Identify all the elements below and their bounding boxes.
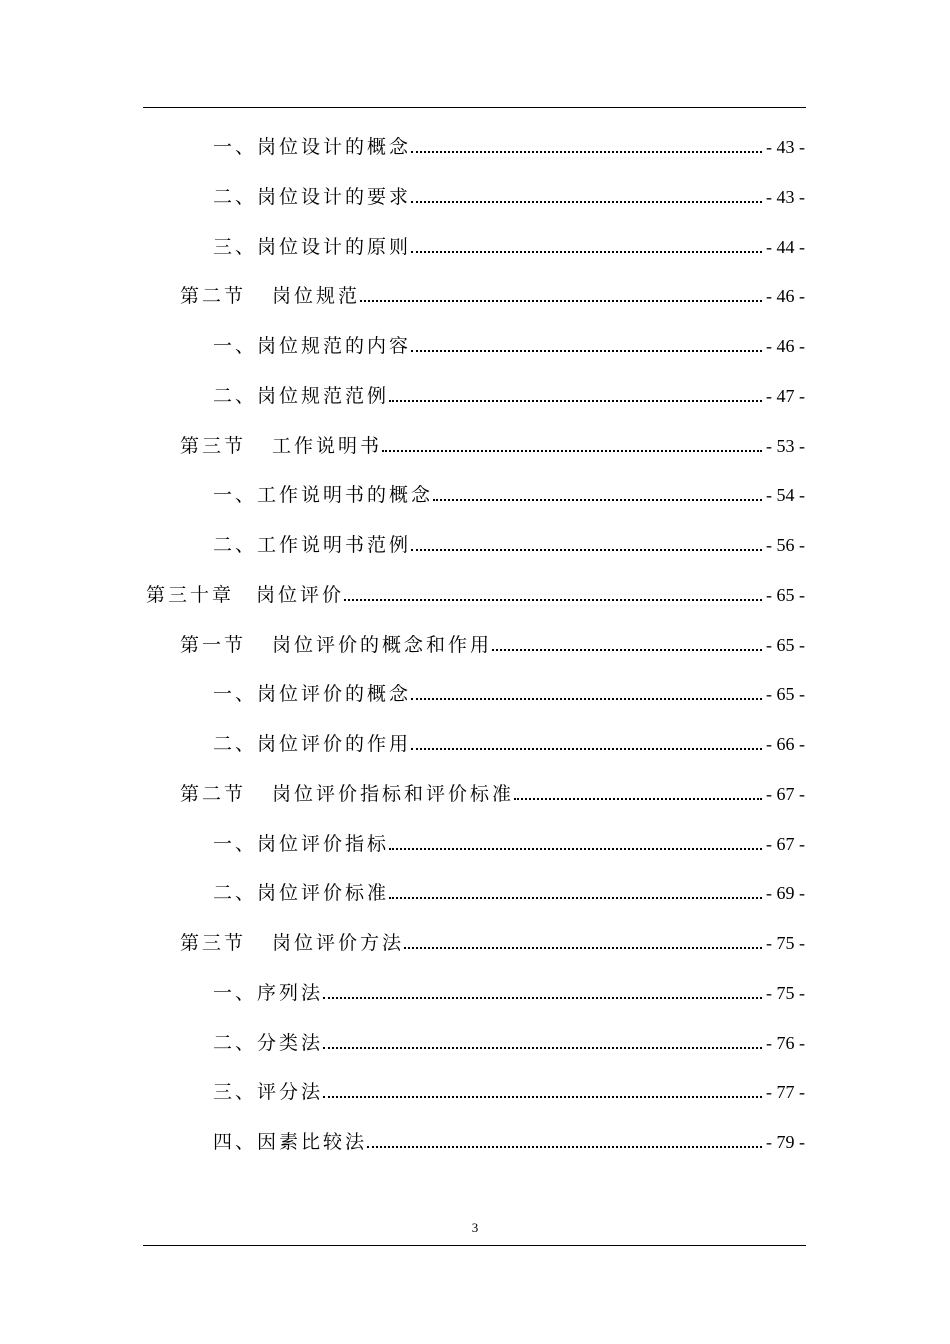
- toc-entry-title: 岗位评价: [256, 583, 345, 606]
- toc-entry-title: 工作说明书: [272, 434, 383, 457]
- toc-entry-number: 一、: [213, 832, 258, 855]
- toc-dot-leader: [411, 350, 762, 352]
- toc-entry-title: 评分法: [257, 1081, 324, 1104]
- toc-entry-title: 因素比较法: [257, 1131, 368, 1153]
- toc-entry-page: - 69 -: [766, 883, 805, 904]
- toc-entry-page: - 56 -: [766, 535, 805, 555]
- toc-entry-page: - 67 -: [766, 783, 805, 804]
- toc-entry[interactable]: [213, 172, 805, 222]
- toc-dot-leader: [389, 848, 762, 850]
- toc-entry[interactable]: [213, 122, 805, 172]
- toc-entry-number: 二、: [213, 384, 258, 407]
- toc-entry-title: 岗位设计的要求: [257, 185, 412, 208]
- toc-dot-leader: [433, 499, 762, 501]
- toc-entry-title: 岗位评价标准: [257, 882, 390, 905]
- toc-entry-page: - 75 -: [766, 982, 805, 1003]
- toc-entry-page: - 79 -: [766, 1132, 805, 1152]
- toc-entry[interactable]: [180, 421, 805, 471]
- toc-entry-number: 三、: [213, 235, 258, 258]
- toc-dot-leader: [411, 201, 762, 203]
- toc-entry[interactable]: [213, 968, 805, 1018]
- toc-entry-page: - 65 -: [766, 634, 805, 655]
- toc-dot-leader: [323, 1047, 762, 1049]
- toc-entry-number: 四、: [213, 1131, 258, 1153]
- toc-entry-page: - 65 -: [766, 584, 805, 605]
- toc-dot-leader: [323, 1096, 762, 1098]
- toc-entry-number: 一、: [213, 981, 258, 1004]
- toc-entry-number: 二、: [213, 534, 258, 556]
- toc-entry-title: 序列法: [257, 981, 324, 1004]
- toc-entry[interactable]: [213, 470, 805, 520]
- toc-entry[interactable]: [146, 570, 805, 620]
- toc-entry-number: 第二节: [180, 285, 247, 308]
- toc-entry-number: 二、: [213, 733, 258, 755]
- toc-entry-number: 二、: [213, 882, 258, 905]
- toc-entry-number: 第二节: [180, 782, 247, 805]
- toc-dot-leader: [411, 748, 762, 750]
- toc-entry[interactable]: [180, 620, 805, 670]
- toc-entry-page: - 66 -: [766, 734, 805, 754]
- header-rule: [143, 107, 806, 108]
- toc-entry-title: 岗位设计的概念: [257, 136, 412, 158]
- toc-entry[interactable]: [213, 222, 805, 272]
- toc-entry[interactable]: [213, 1018, 805, 1068]
- toc-entry[interactable]: [180, 769, 805, 819]
- toc-entry-page: - 53 -: [766, 435, 805, 456]
- toc-entry-number: 一、: [213, 683, 258, 706]
- toc-entry-title: 岗位评价指标和评价标准: [272, 782, 515, 805]
- toc-dot-leader: [323, 997, 762, 999]
- toc-entry-title: 分类法: [257, 1031, 324, 1054]
- page-number: 3: [471, 1220, 479, 1235]
- toc-entry-title: 工作说明书的概念: [257, 484, 434, 507]
- toc-entry[interactable]: [213, 321, 805, 371]
- toc-entry-page: - 75 -: [766, 933, 805, 953]
- toc-entry[interactable]: [213, 719, 805, 769]
- toc-entry-title: 岗位规范: [272, 285, 361, 308]
- toc-dot-leader: [382, 450, 762, 452]
- toc-entry[interactable]: [213, 1117, 805, 1167]
- toc-entry-number: 一、: [213, 136, 258, 158]
- toc-entry-page: - 76 -: [766, 1032, 805, 1053]
- toc-entry[interactable]: [180, 918, 805, 968]
- toc-entry-title: 岗位评价的概念: [257, 683, 412, 706]
- toc-entry-number: 二、: [213, 185, 258, 208]
- toc-entry-number: 第三十章: [146, 583, 235, 606]
- toc-entry-page: - 43 -: [766, 186, 805, 207]
- toc-entry-number: 二、: [213, 1031, 258, 1054]
- toc-dot-leader: [492, 649, 762, 651]
- toc-entry-title: 岗位规范的内容: [257, 335, 412, 357]
- toc-entry-page: - 43 -: [766, 137, 805, 157]
- toc-entry-page: - 67 -: [766, 833, 805, 854]
- toc-entry[interactable]: [213, 1067, 805, 1117]
- toc-entry[interactable]: [213, 371, 805, 421]
- toc-dot-leader: [514, 798, 762, 800]
- toc-entry-page: - 44 -: [766, 236, 805, 257]
- toc-dot-leader: [411, 251, 762, 253]
- toc-entry-page: - 47 -: [766, 385, 805, 406]
- footer-rule: [143, 1245, 806, 1246]
- toc-dot-leader: [404, 947, 762, 949]
- toc-entry-title: 岗位评价指标: [257, 832, 390, 855]
- toc-entry-number: 一、: [213, 335, 258, 357]
- toc-dot-leader: [411, 151, 762, 153]
- toc-dot-leader: [344, 599, 762, 601]
- toc-entry-number: 三、: [213, 1081, 258, 1104]
- toc-entry-title: 工作说明书范例: [257, 534, 412, 556]
- toc-entry-title: 岗位设计的原则: [257, 235, 412, 258]
- toc-entry-page: - 54 -: [766, 485, 805, 506]
- toc-dot-leader: [367, 1146, 762, 1148]
- toc-dot-leader: [389, 400, 762, 402]
- toc-entry-page: - 46 -: [766, 336, 805, 356]
- toc-dot-leader: [389, 897, 762, 899]
- toc-entry[interactable]: [213, 520, 805, 570]
- toc-entry-number: 第三节: [180, 932, 247, 954]
- toc-entry[interactable]: [213, 669, 805, 719]
- toc-entry-number: 第三节: [180, 434, 247, 457]
- toc-dot-leader: [411, 549, 762, 551]
- toc-entry[interactable]: [180, 271, 805, 321]
- toc-dot-leader: [411, 698, 762, 700]
- toc-entry-number: 第一节: [180, 633, 247, 656]
- toc-entry-number: 一、: [213, 484, 258, 507]
- toc-entry-title: 岗位评价的概念和作用: [272, 633, 493, 656]
- toc-entry-title: 岗位评价的作用: [257, 733, 412, 755]
- toc-entry-title: 岗位评价方法: [272, 932, 405, 954]
- toc-entry-page: - 77 -: [766, 1082, 805, 1103]
- toc-entry[interactable]: [213, 868, 805, 918]
- toc-entry-title: 岗位规范范例: [257, 384, 390, 407]
- toc-dot-leader: [360, 300, 762, 302]
- toc-entry[interactable]: [213, 819, 805, 869]
- toc-entry-page: - 46 -: [766, 286, 805, 307]
- toc-entry-page: - 65 -: [766, 684, 805, 705]
